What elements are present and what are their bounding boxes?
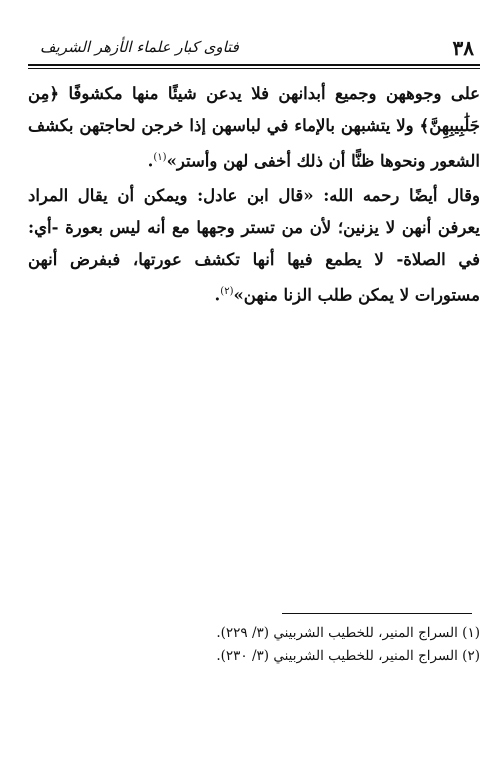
running-title: فتاوى كبار علماء الأزهر الشريف xyxy=(40,38,239,56)
paragraph-1-text: على وجوههن وجميع أبدانهن فلا يدعن شيئًا منها مكشوفًا ﴿مِن جَلَٰبِيبِهِنَّ﴾ ولا يتشبهن بالإماء في لباسهن إذا خرجن لحاجتهن بكشف الشعور ونحوها ظنًّا أن ذلك أخفى لهن وأستر» xyxy=(28,84,480,171)
footnote-2: (٢) السراج المنير، للخطيب الشربيني (٣/ ٢٣٠). xyxy=(216,648,480,664)
paragraph-1-end: . xyxy=(147,151,154,171)
paragraph-2-end: . xyxy=(214,285,221,304)
main-text xyxy=(28,78,480,311)
paragraph-1 xyxy=(28,78,480,178)
footnote-separator xyxy=(282,613,472,614)
footnote-ref-1: (١) xyxy=(153,152,167,163)
footnote-1: (١) السراج المنير، للخطيب الشربيني (٣/ ٢٢٩). xyxy=(216,625,480,641)
paragraph-2 xyxy=(28,180,480,312)
footnotes xyxy=(28,622,480,668)
paragraph-2-text: وقال أيضًا رحمه الله: «قال ابن عادل: ويمكن أن يقال المراد يعرفن أنهن لا يزنين؛ لأن من تستر وجهها مع أنه ليس بعورة -أي: في الصلاة- لا يطمع فيها أنها تكشف عورتها، فبفرض أنهن مستورات لا يمكن طلب الزنا منهن» xyxy=(28,185,480,304)
footnote-ref-2: (٢) xyxy=(220,285,234,297)
header-rule xyxy=(28,64,480,66)
page-header xyxy=(28,22,480,62)
header-rule-thin xyxy=(28,68,480,69)
page-number: ٣٨ xyxy=(452,36,474,60)
